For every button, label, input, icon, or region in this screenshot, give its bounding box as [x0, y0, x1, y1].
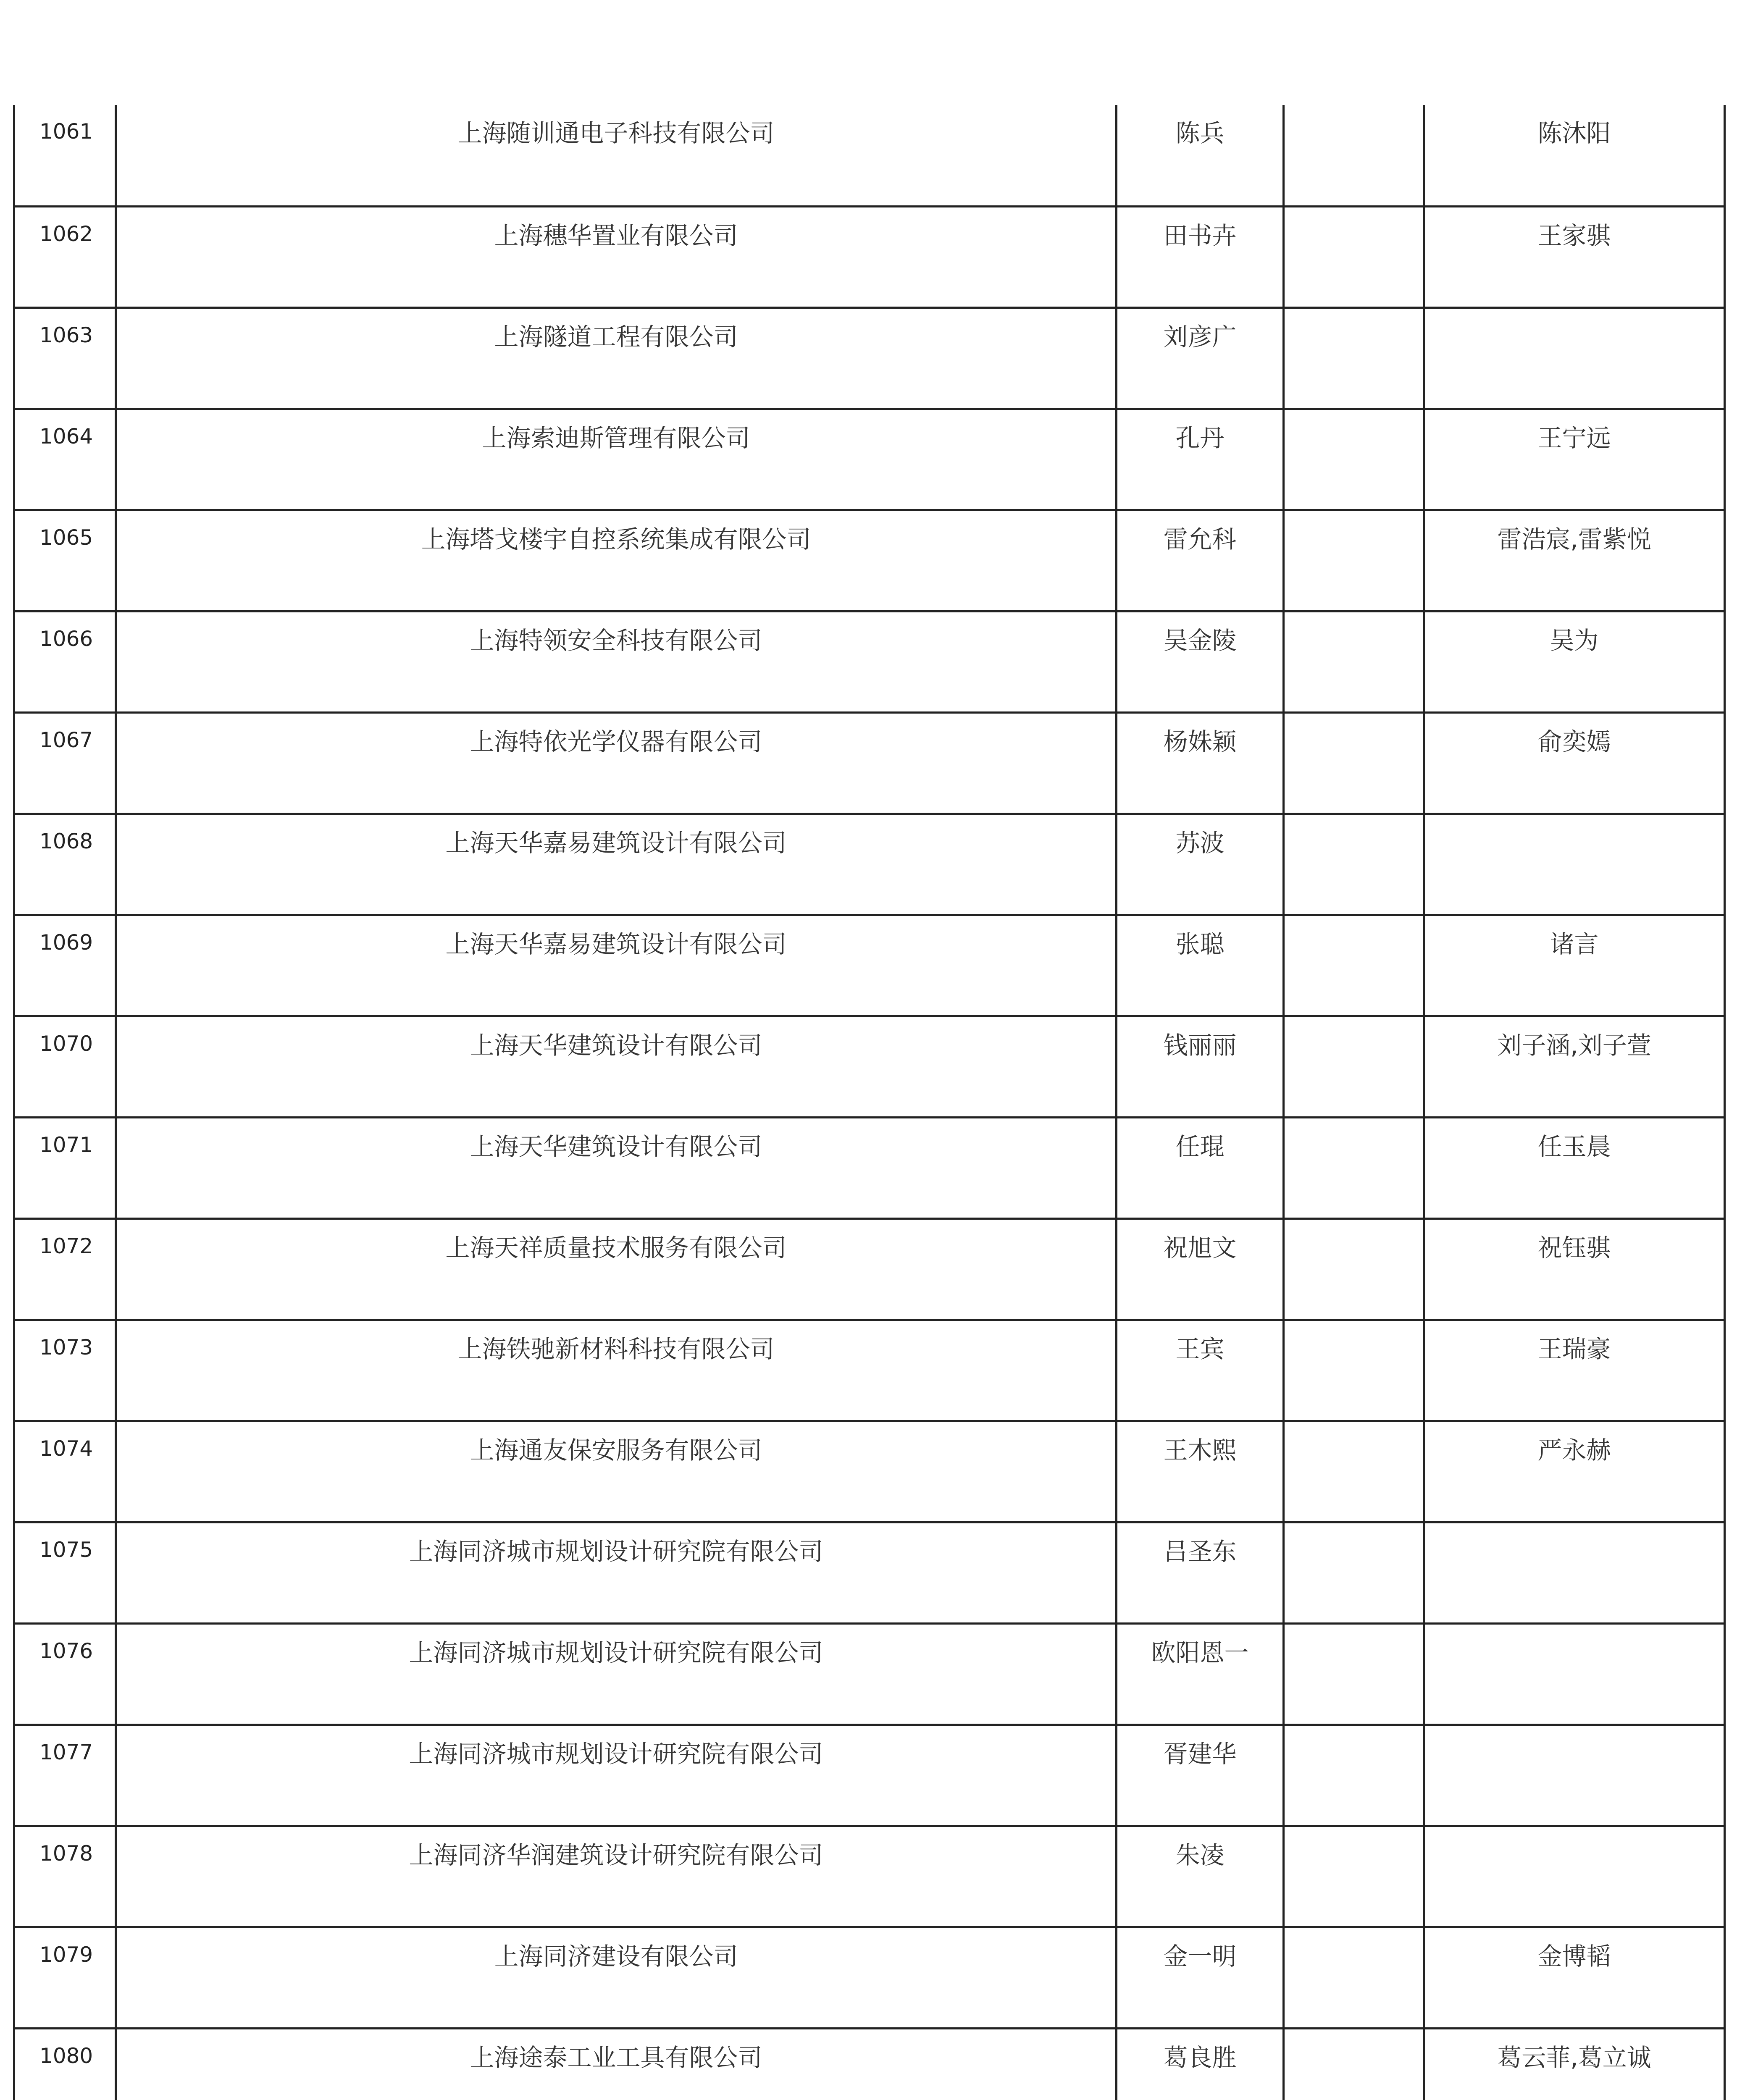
row-number: 1071: [39, 1132, 93, 1157]
company-cell: [116, 611, 1117, 712]
table-row: [14, 1016, 1725, 1117]
row-number-cell: [14, 206, 116, 307]
children-names: [1425, 815, 1724, 831]
table-row: [14, 1117, 1725, 1218]
table-row: [14, 206, 1725, 307]
children-names: 吴为: [1550, 626, 1599, 655]
children-names: 雷浩宸,雷紫悦: [1497, 525, 1651, 554]
children-names: 陈沐阳: [1537, 119, 1611, 147]
person-name: 朱凌: [1175, 1840, 1225, 1869]
blank-cell: [1284, 307, 1424, 409]
person-cell: [1117, 1421, 1284, 1522]
blank-value: [1285, 207, 1423, 223]
row-number-cell: [14, 2028, 116, 2100]
row-number-cell: [14, 1725, 116, 1826]
blank-cell: [1284, 915, 1424, 1016]
person-cell: [1117, 1016, 1284, 1117]
company-cell: [116, 1320, 1117, 1421]
person-name: 王木熙: [1163, 1436, 1237, 1465]
row-number-cell: [14, 712, 116, 814]
table-row: [14, 307, 1725, 409]
blank-cell: [1284, 712, 1424, 814]
company-name: 上海同济城市规划设计研究院有限公司: [409, 1537, 823, 1566]
row-number: 1070: [39, 1031, 93, 1056]
person-cell: [1117, 1725, 1284, 1826]
children-cell: [1424, 1421, 1725, 1522]
blank-value: [1285, 1726, 1423, 1742]
company-cell: [116, 1117, 1117, 1218]
table-row: [14, 409, 1725, 510]
blank-cell: [1284, 611, 1424, 712]
person-name: 祝旭文: [1163, 1233, 1237, 1262]
records-table-body: [14, 105, 1725, 2100]
table-row: [14, 1421, 1725, 1522]
children-cell: [1424, 1522, 1725, 1623]
company-name: 上海同济城市规划设计研究院有限公司: [409, 1739, 823, 1768]
company-name: 上海随训通电子科技有限公司: [457, 119, 775, 147]
person-name: 葛良胜: [1163, 2043, 1237, 2072]
children-cell: [1424, 1320, 1725, 1421]
children-names: [1425, 1726, 1724, 1742]
company-cell: [116, 307, 1117, 409]
company-cell: [116, 712, 1117, 814]
person-cell: [1117, 105, 1284, 206]
row-number: 1067: [39, 727, 93, 752]
table-row: [14, 1725, 1725, 1826]
person-name: 钱丽丽: [1163, 1031, 1237, 1060]
company-cell: [116, 1927, 1117, 2028]
table-row: [14, 1522, 1725, 1623]
person-name: 田书卉: [1163, 221, 1237, 250]
children-cell: [1424, 510, 1725, 611]
blank-value: [1285, 1625, 1423, 1641]
person-cell: [1117, 1826, 1284, 1927]
person-name: 陈兵: [1175, 119, 1225, 147]
person-name: 孔丹: [1175, 423, 1225, 452]
children-names: 刘子涵,刘子萱: [1497, 1031, 1651, 1060]
children-names: [1425, 309, 1724, 325]
row-number-cell: [14, 409, 116, 510]
blank-value: [1285, 612, 1423, 628]
person-cell: [1117, 206, 1284, 307]
company-cell: [116, 1421, 1117, 1522]
row-number: 1079: [39, 1942, 93, 1967]
company-cell: [116, 105, 1117, 206]
blank-value: [1285, 511, 1423, 527]
person-cell: [1117, 1320, 1284, 1421]
children-cell: [1424, 105, 1725, 206]
blank-value: [1285, 2029, 1423, 2045]
blank-value: [1285, 1422, 1423, 1438]
company-cell: [116, 409, 1117, 510]
row-number-cell: [14, 814, 116, 915]
blank-cell: [1284, 105, 1424, 206]
person-cell: [1117, 2028, 1284, 2100]
children-cell: [1424, 712, 1725, 814]
company-cell: [116, 814, 1117, 915]
children-cell: [1424, 1117, 1725, 1218]
person-cell: [1117, 1218, 1284, 1320]
company-cell: [116, 1725, 1117, 1826]
children-names: [1425, 1625, 1724, 1641]
row-number: 1069: [39, 930, 93, 955]
blank-value: [1285, 1017, 1423, 1033]
table-row: [14, 1623, 1725, 1725]
blank-cell: [1284, 1016, 1424, 1117]
children-cell: [1424, 1623, 1725, 1725]
company-name: 上海铁驰新材料科技有限公司: [457, 1334, 775, 1363]
children-cell: [1424, 915, 1725, 1016]
table-row: [14, 1927, 1725, 2028]
company-name: 上海特领安全科技有限公司: [470, 626, 762, 655]
row-number-cell: [14, 1623, 116, 1725]
children-names: 葛云菲,葛立诚: [1497, 2043, 1651, 2072]
table-row: [14, 1826, 1725, 1927]
row-number: 1073: [39, 1335, 93, 1360]
blank-value: [1285, 1523, 1423, 1539]
children-names: [1425, 1523, 1724, 1539]
company-name: 上海天华嘉易建筑设计有限公司: [445, 828, 787, 857]
blank-cell: [1284, 814, 1424, 915]
children-names: 祝钰骐: [1537, 1233, 1611, 1262]
blank-value: [1285, 1827, 1423, 1843]
person-name: 刘彦广: [1163, 322, 1237, 351]
person-name: 王宾: [1175, 1334, 1225, 1363]
children-cell: [1424, 409, 1725, 510]
row-number-cell: [14, 915, 116, 1016]
company-name: 上海天华建筑设计有限公司: [470, 1132, 762, 1161]
children-cell: [1424, 1927, 1725, 2028]
row-number: 1062: [39, 221, 93, 246]
table-row: [14, 814, 1725, 915]
row-number: 1074: [39, 1436, 93, 1461]
table-row: [14, 1320, 1725, 1421]
row-number: 1080: [39, 2043, 93, 2068]
children-cell: [1424, 814, 1725, 915]
person-cell: [1117, 712, 1284, 814]
children-names: 诸言: [1550, 929, 1599, 958]
blank-value: [1285, 309, 1423, 325]
row-number: 1063: [39, 323, 93, 347]
person-name: 苏波: [1175, 828, 1225, 857]
records-table: [13, 105, 1726, 2100]
row-number-cell: [14, 1117, 116, 1218]
children-names: [1425, 1827, 1724, 1843]
person-cell: [1117, 814, 1284, 915]
row-number-cell: [14, 1522, 116, 1623]
blank-value: [1285, 105, 1423, 121]
company-name: 上海索迪斯管理有限公司: [482, 423, 750, 452]
person-name: 雷允科: [1163, 525, 1237, 554]
children-names: 任玉晨: [1537, 1132, 1611, 1161]
company-name: 上海隧道工程有限公司: [494, 322, 738, 351]
blank-cell: [1284, 1117, 1424, 1218]
person-cell: [1117, 611, 1284, 712]
children-cell: [1424, 1725, 1725, 1826]
children-names: 金博韬: [1537, 1942, 1611, 1971]
company-name: 上海同济华润建筑设计研究院有限公司: [409, 1840, 823, 1869]
company-name: 上海特依光学仪器有限公司: [470, 727, 762, 756]
row-number: 1078: [39, 1841, 93, 1866]
row-number: 1066: [39, 626, 93, 651]
company-name: 上海天华建筑设计有限公司: [470, 1031, 762, 1060]
person-name: 金一明: [1163, 1942, 1237, 1971]
row-number-cell: [14, 510, 116, 611]
table-row: [14, 611, 1725, 712]
row-number: 1072: [39, 1234, 93, 1258]
blank-cell: [1284, 510, 1424, 611]
company-cell: [116, 2028, 1117, 2100]
person-cell: [1117, 510, 1284, 611]
company-name: 上海同济城市规划设计研究院有限公司: [409, 1638, 823, 1667]
children-names: 王家骐: [1537, 221, 1611, 250]
row-number: 1077: [39, 1740, 93, 1764]
row-number-cell: [14, 1320, 116, 1421]
company-cell: [116, 206, 1117, 307]
row-number: 1061: [39, 119, 93, 144]
company-name: 上海同济建设有限公司: [494, 1942, 738, 1971]
blank-cell: [1284, 2028, 1424, 2100]
person-name: 吕圣东: [1163, 1537, 1237, 1566]
company-cell: [116, 1016, 1117, 1117]
person-name: 任琨: [1175, 1132, 1225, 1161]
blank-cell: [1284, 1421, 1424, 1522]
row-number: 1065: [39, 525, 93, 550]
children-cell: [1424, 1826, 1725, 1927]
blank-value: [1285, 815, 1423, 831]
row-number-cell: [14, 1016, 116, 1117]
person-name: 胥建华: [1163, 1739, 1237, 1768]
person-name: 吴金陵: [1163, 626, 1237, 655]
children-cell: [1424, 1218, 1725, 1320]
row-number-cell: [14, 307, 116, 409]
company-cell: [116, 915, 1117, 1016]
row-number-cell: [14, 611, 116, 712]
blank-value: [1285, 410, 1423, 426]
person-cell: [1117, 1522, 1284, 1623]
company-cell: [116, 510, 1117, 611]
table-row: [14, 712, 1725, 814]
blank-cell: [1284, 1725, 1424, 1826]
children-cell: [1424, 1016, 1725, 1117]
company-name: 上海天华嘉易建筑设计有限公司: [445, 929, 787, 958]
row-number: 1068: [39, 829, 93, 853]
person-cell: [1117, 915, 1284, 1016]
table-row: [14, 510, 1725, 611]
row-number-cell: [14, 1826, 116, 1927]
person-cell: [1117, 1623, 1284, 1725]
person-name: 杨姝颖: [1163, 727, 1237, 756]
table-row: [14, 105, 1725, 206]
row-number-cell: [14, 1421, 116, 1522]
company-cell: [116, 1826, 1117, 1927]
children-names: 俞奕嫣: [1537, 727, 1611, 756]
person-name: 张聪: [1175, 929, 1225, 958]
person-cell: [1117, 1117, 1284, 1218]
company-name: 上海塔戈楼宇自控系统集成有限公司: [421, 525, 811, 554]
children-cell: [1424, 307, 1725, 409]
blank-cell: [1284, 1927, 1424, 2028]
children-cell: [1424, 611, 1725, 712]
table-row: [14, 915, 1725, 1016]
blank-value: [1285, 714, 1423, 730]
blank-cell: [1284, 1522, 1424, 1623]
row-number: 1075: [39, 1537, 93, 1562]
company-name: 上海通友保安服务有限公司: [470, 1436, 762, 1465]
children-cell: [1424, 2028, 1725, 2100]
company-cell: [116, 1522, 1117, 1623]
children-names: 王宁远: [1537, 423, 1611, 452]
person-cell: [1117, 1927, 1284, 2028]
row-number-cell: [14, 1218, 116, 1320]
blank-value: [1285, 1321, 1423, 1337]
table-row: [14, 2028, 1725, 2100]
blank-value: [1285, 1220, 1423, 1236]
blank-cell: [1284, 1320, 1424, 1421]
person-cell: [1117, 409, 1284, 510]
row-number: 1064: [39, 424, 93, 449]
children-names: 严永赫: [1537, 1436, 1611, 1465]
person-cell: [1117, 307, 1284, 409]
company-cell: [116, 1218, 1117, 1320]
blank-value: [1285, 1928, 1423, 1944]
row-number-cell: [14, 105, 116, 206]
children-names: 王瑞豪: [1537, 1334, 1611, 1363]
blank-value: [1285, 1118, 1423, 1134]
table-row: [14, 1218, 1725, 1320]
blank-cell: [1284, 1826, 1424, 1927]
blank-cell: [1284, 1218, 1424, 1320]
company-name: 上海途泰工业工具有限公司: [470, 2043, 762, 2072]
company-name: 上海穗华置业有限公司: [494, 221, 738, 250]
blank-cell: [1284, 409, 1424, 510]
person-name: 欧阳恩一: [1151, 1638, 1249, 1667]
row-number-cell: [14, 1927, 116, 2028]
blank-cell: [1284, 206, 1424, 307]
blank-cell: [1284, 1623, 1424, 1725]
company-cell: [116, 1623, 1117, 1725]
row-number: 1076: [39, 1638, 93, 1663]
children-cell: [1424, 206, 1725, 307]
company-name: 上海天祥质量技术服务有限公司: [445, 1233, 787, 1262]
blank-value: [1285, 916, 1423, 932]
